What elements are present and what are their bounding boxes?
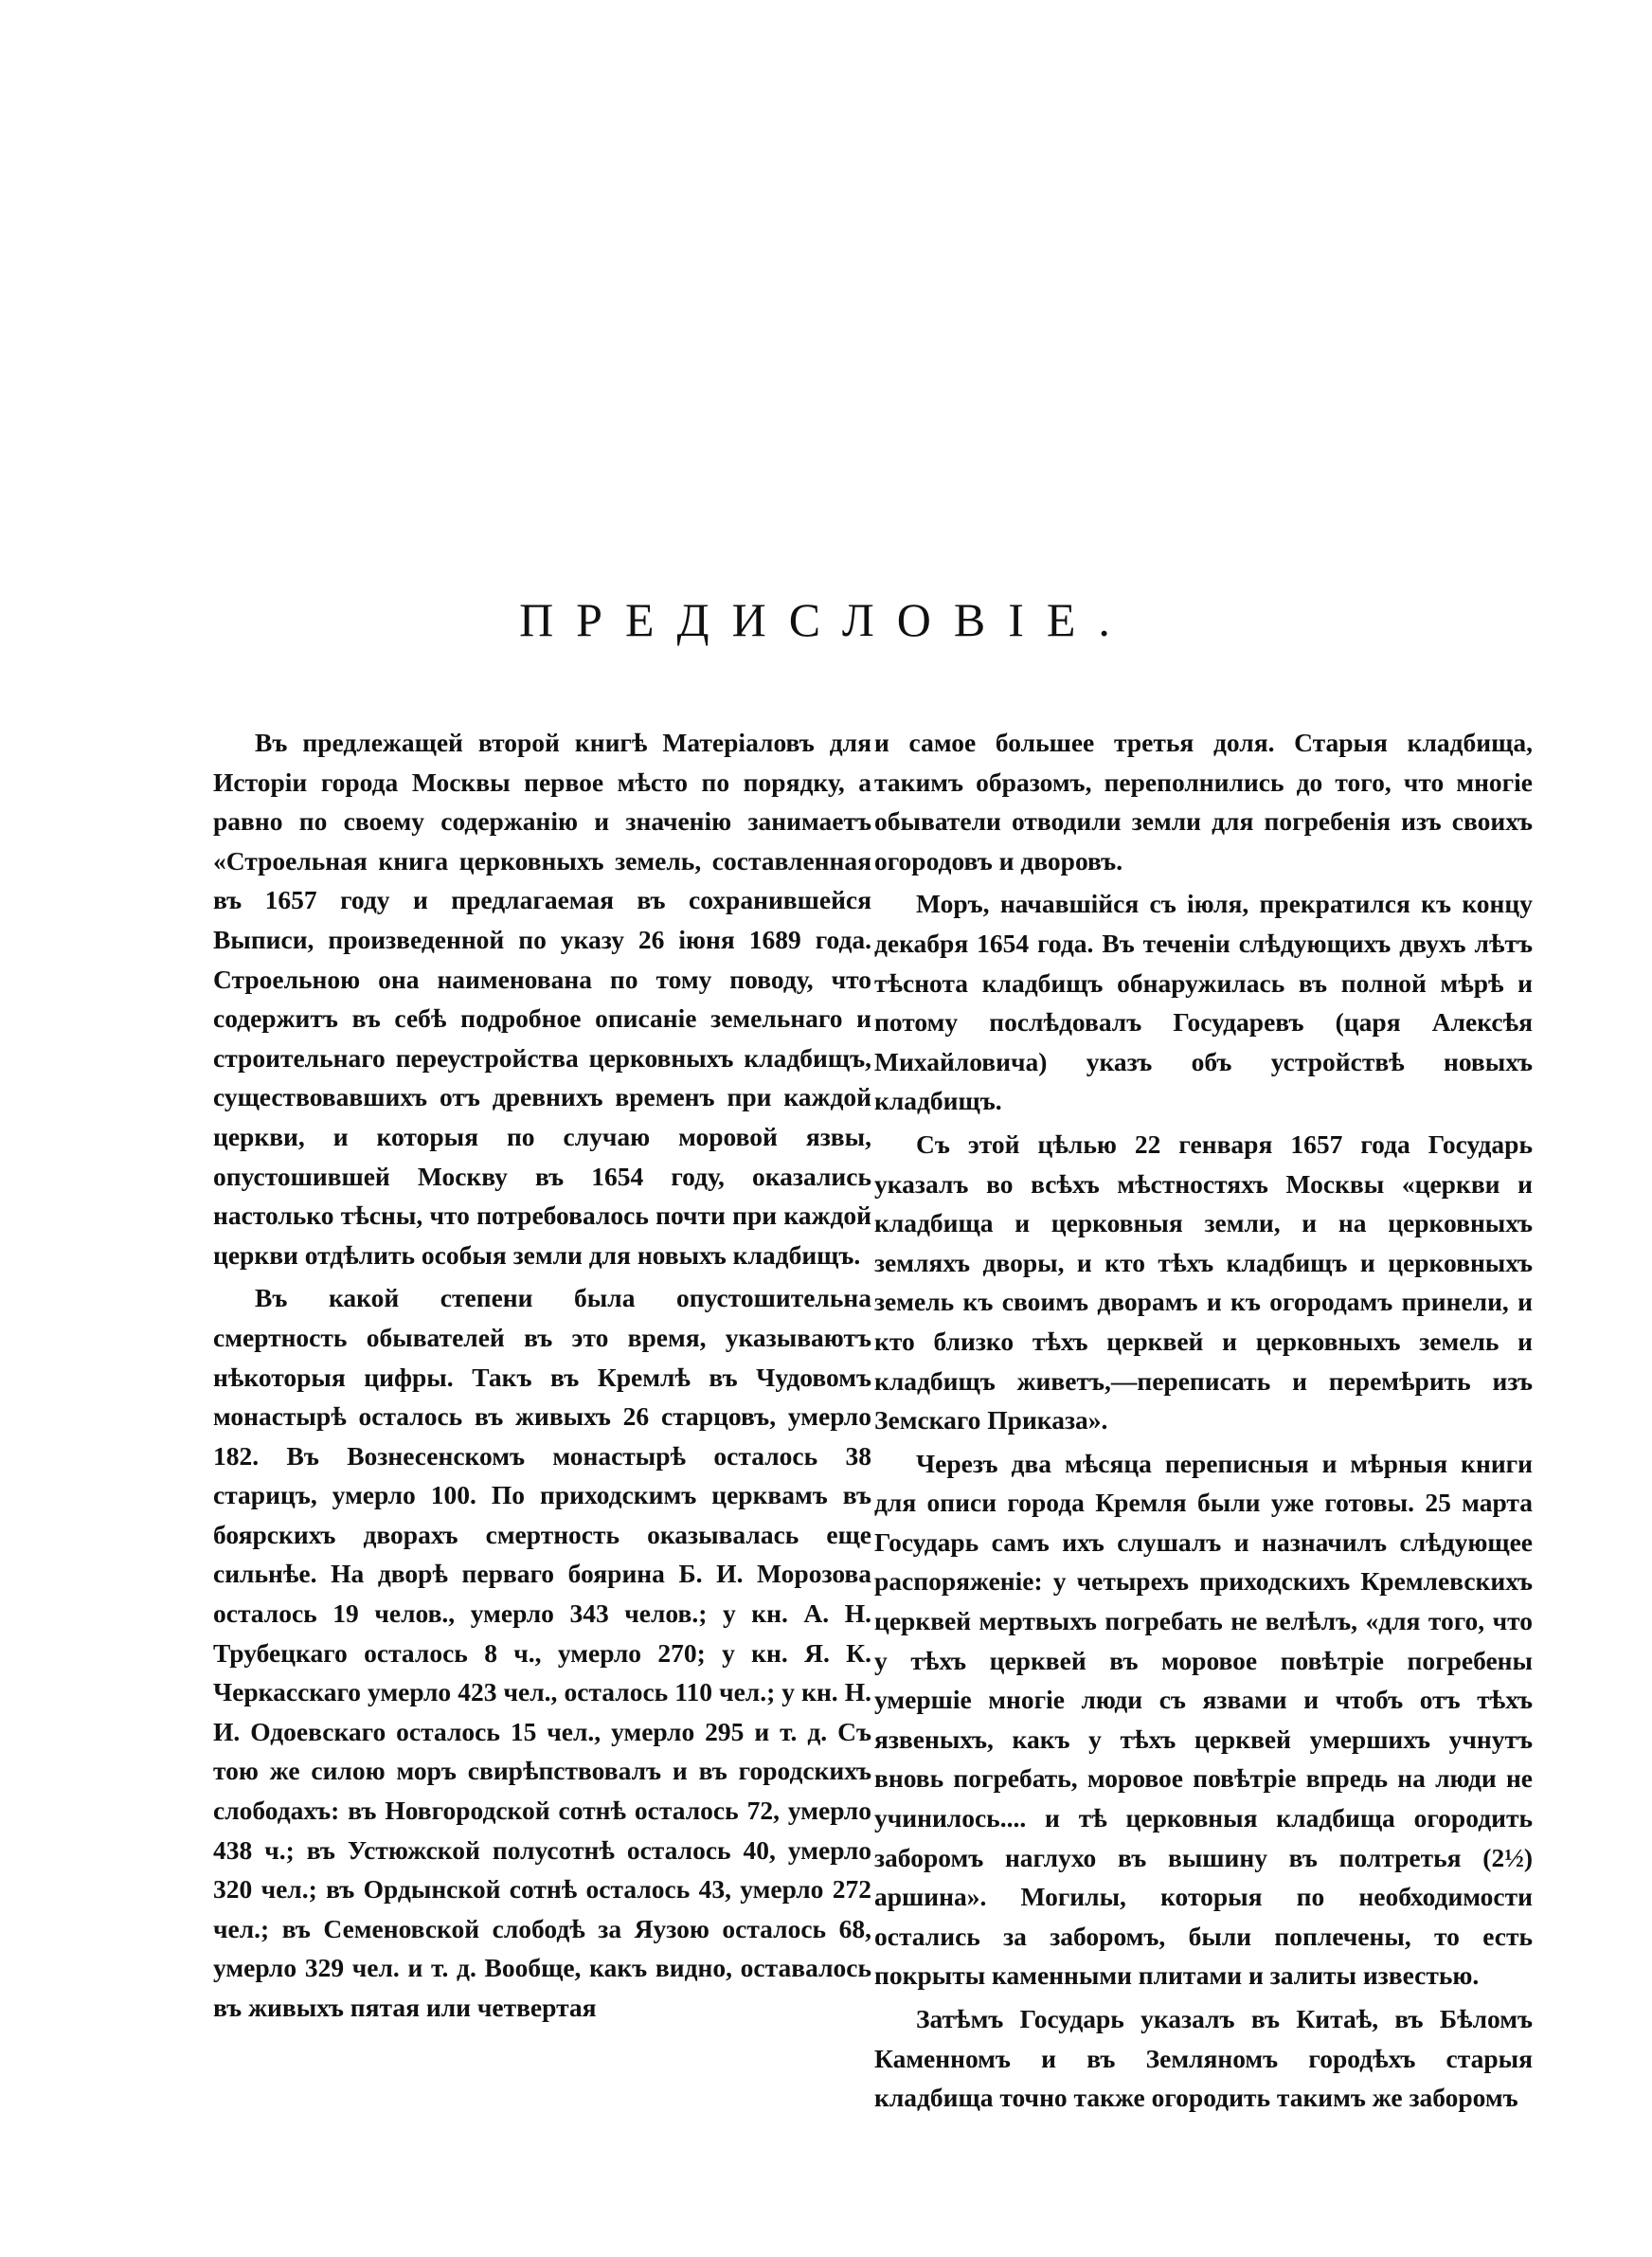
paragraph: и самое большее третья доля. Старыя кладбища, такимъ образомъ, переполнились до того, что многіе обыватели отводили земли для погребенія изъ своихъ огородовъ и дворовъ. <box>874 728 1533 876</box>
paragraph: Въ какой степени была опустошительна смертность обывателей въ это время, указываютъ нѣкоторыя цифры. Такъ въ Кремлѣ въ Чудовомъ монастырѣ осталось въ живыхъ 26 старцовъ, умерло 182. Въ Вознесенскомъ монастырѣ осталось 38 старицъ, умерло 100. По приходскимъ церквамъ въ боярскихъ дворахъ смертность оказывалась еще сильнѣе. На дворѣ перваго боярина Б. И. Морозова осталось 19 челов., умерло 343 челов.; у кн. А. Н. Трубецкаго осталось 8 ч., умерло 270; у кн. Я. К. Черкасскаго умерло 423 чел., осталось 110 чел.; у кн. Н. И. Одоевскаго осталось 15 чел., умерло 295 и т. д. Съ тою же силою моръ свирѣпствовалъ и въ городскихъ слободахъ: въ Новгородской сотнѣ осталось 72, умерло 438 ч.; въ Устюжской полусотнѣ осталось 40, умерло 320 чел.; въ Ордынской сотнѣ осталось 43, умерло 272 чел.; въ Семеновской слободѣ за Яузою осталось 68, умерло 329 чел. и т. д. Вообще, какъ видно, оставалось въ живыхъ пятая или четвертая <box>213 1283 871 2022</box>
paragraph: Моръ, начавшійся съ іюля, прекратился къ концу декабря 1654 года. Въ теченіи слѣдующихъ двухъ лѣтъ тѣснота кладбищъ обнаружилась въ полной мѣрѣ и потому послѣдовалъ Государевъ (царя Алексѣя Михайловича) указъ объ устройствѣ новыхъ кладбищъ. <box>874 889 1533 1116</box>
page-title: ПРЕДИСЛОВІЕ. <box>519 593 1133 646</box>
right-column <box>874 723 1533 2118</box>
paragraph: Въ предлежащей второй книгѣ Матеріаловъ для Исторіи города Москвы первое мѣсто по порядку, а равно по своему содержанію и значенію занимаетъ «Строельная книга церковныхъ земель, составленная въ 1657 году и предлагаемая въ сохранившейся Выписи, произведенной по указу 26 іюня 1689 года. Строельною она наименована по тому поводу, что содержитъ въ себѣ подробное описаніе земельнаго и строительнаго переустройства церковныхъ кладбищъ, существовавшихъ отъ древнихъ временъ при каждой церкви, и которыя по случаю моровой язвы, опустошившей Москву въ 1654 году, оказались настолько тѣсны, что потребовалось почти при каждой церкви отдѣлить особыя земли для новыхъ кладбищъ. <box>213 728 871 1270</box>
left-column <box>213 723 871 2028</box>
paragraph: Съ этой цѣлью 22 генваря 1657 года Государь указалъ во всѣхъ мѣстностяхъ Москвы «церкви и кладбища и церковныя земли, и на церковныхъ земляхъ дворы, и кто тѣхъ кладбищъ и церковныхъ земель къ своимъ дворамъ и къ огородамъ принели, и кто близко тѣхъ церквей и церковныхъ земель и кладбищъ живетъ,—переписать и перемѣрить изъ Земскаго Приказа». <box>874 1128 1533 1435</box>
paragraph: Затѣмъ Государь указалъ въ Китаѣ, въ Бѣломъ Каменномъ и въ Земляномъ городѣхъ старыя кладбища точно также огородить такимъ же заборомъ <box>874 2004 1533 2113</box>
paragraph: Черезъ два мѣсяца переписныя и мѣрныя книги для описи города Кремля были уже готовы. 25 марта Государь самъ ихъ слушалъ и назначилъ слѣдующее распоряженіе: у четырехъ приходскихъ Кремлевскихъ церквей мертвыхъ погребать не велѣлъ, «для того, что у тѣхъ церквей въ моровое повѣтріе погребены умершіе многіе люди съ язвами и чтобъ отъ тѣхъ язвеныхъ, какъ у тѣхъ церквей умершихъ учнутъ вновь погребать, моровое повѣтріе впредь на люди не учинилось.... и тѣ церковныя кладбища огородить заборомъ наглухо въ вышину въ полтретья (2½) аршина». Могилы, которыя по необходимости остались за заборомъ, были поплечены, то есть покрыты каменными плитами и залиты известью. <box>874 1448 1533 1991</box>
